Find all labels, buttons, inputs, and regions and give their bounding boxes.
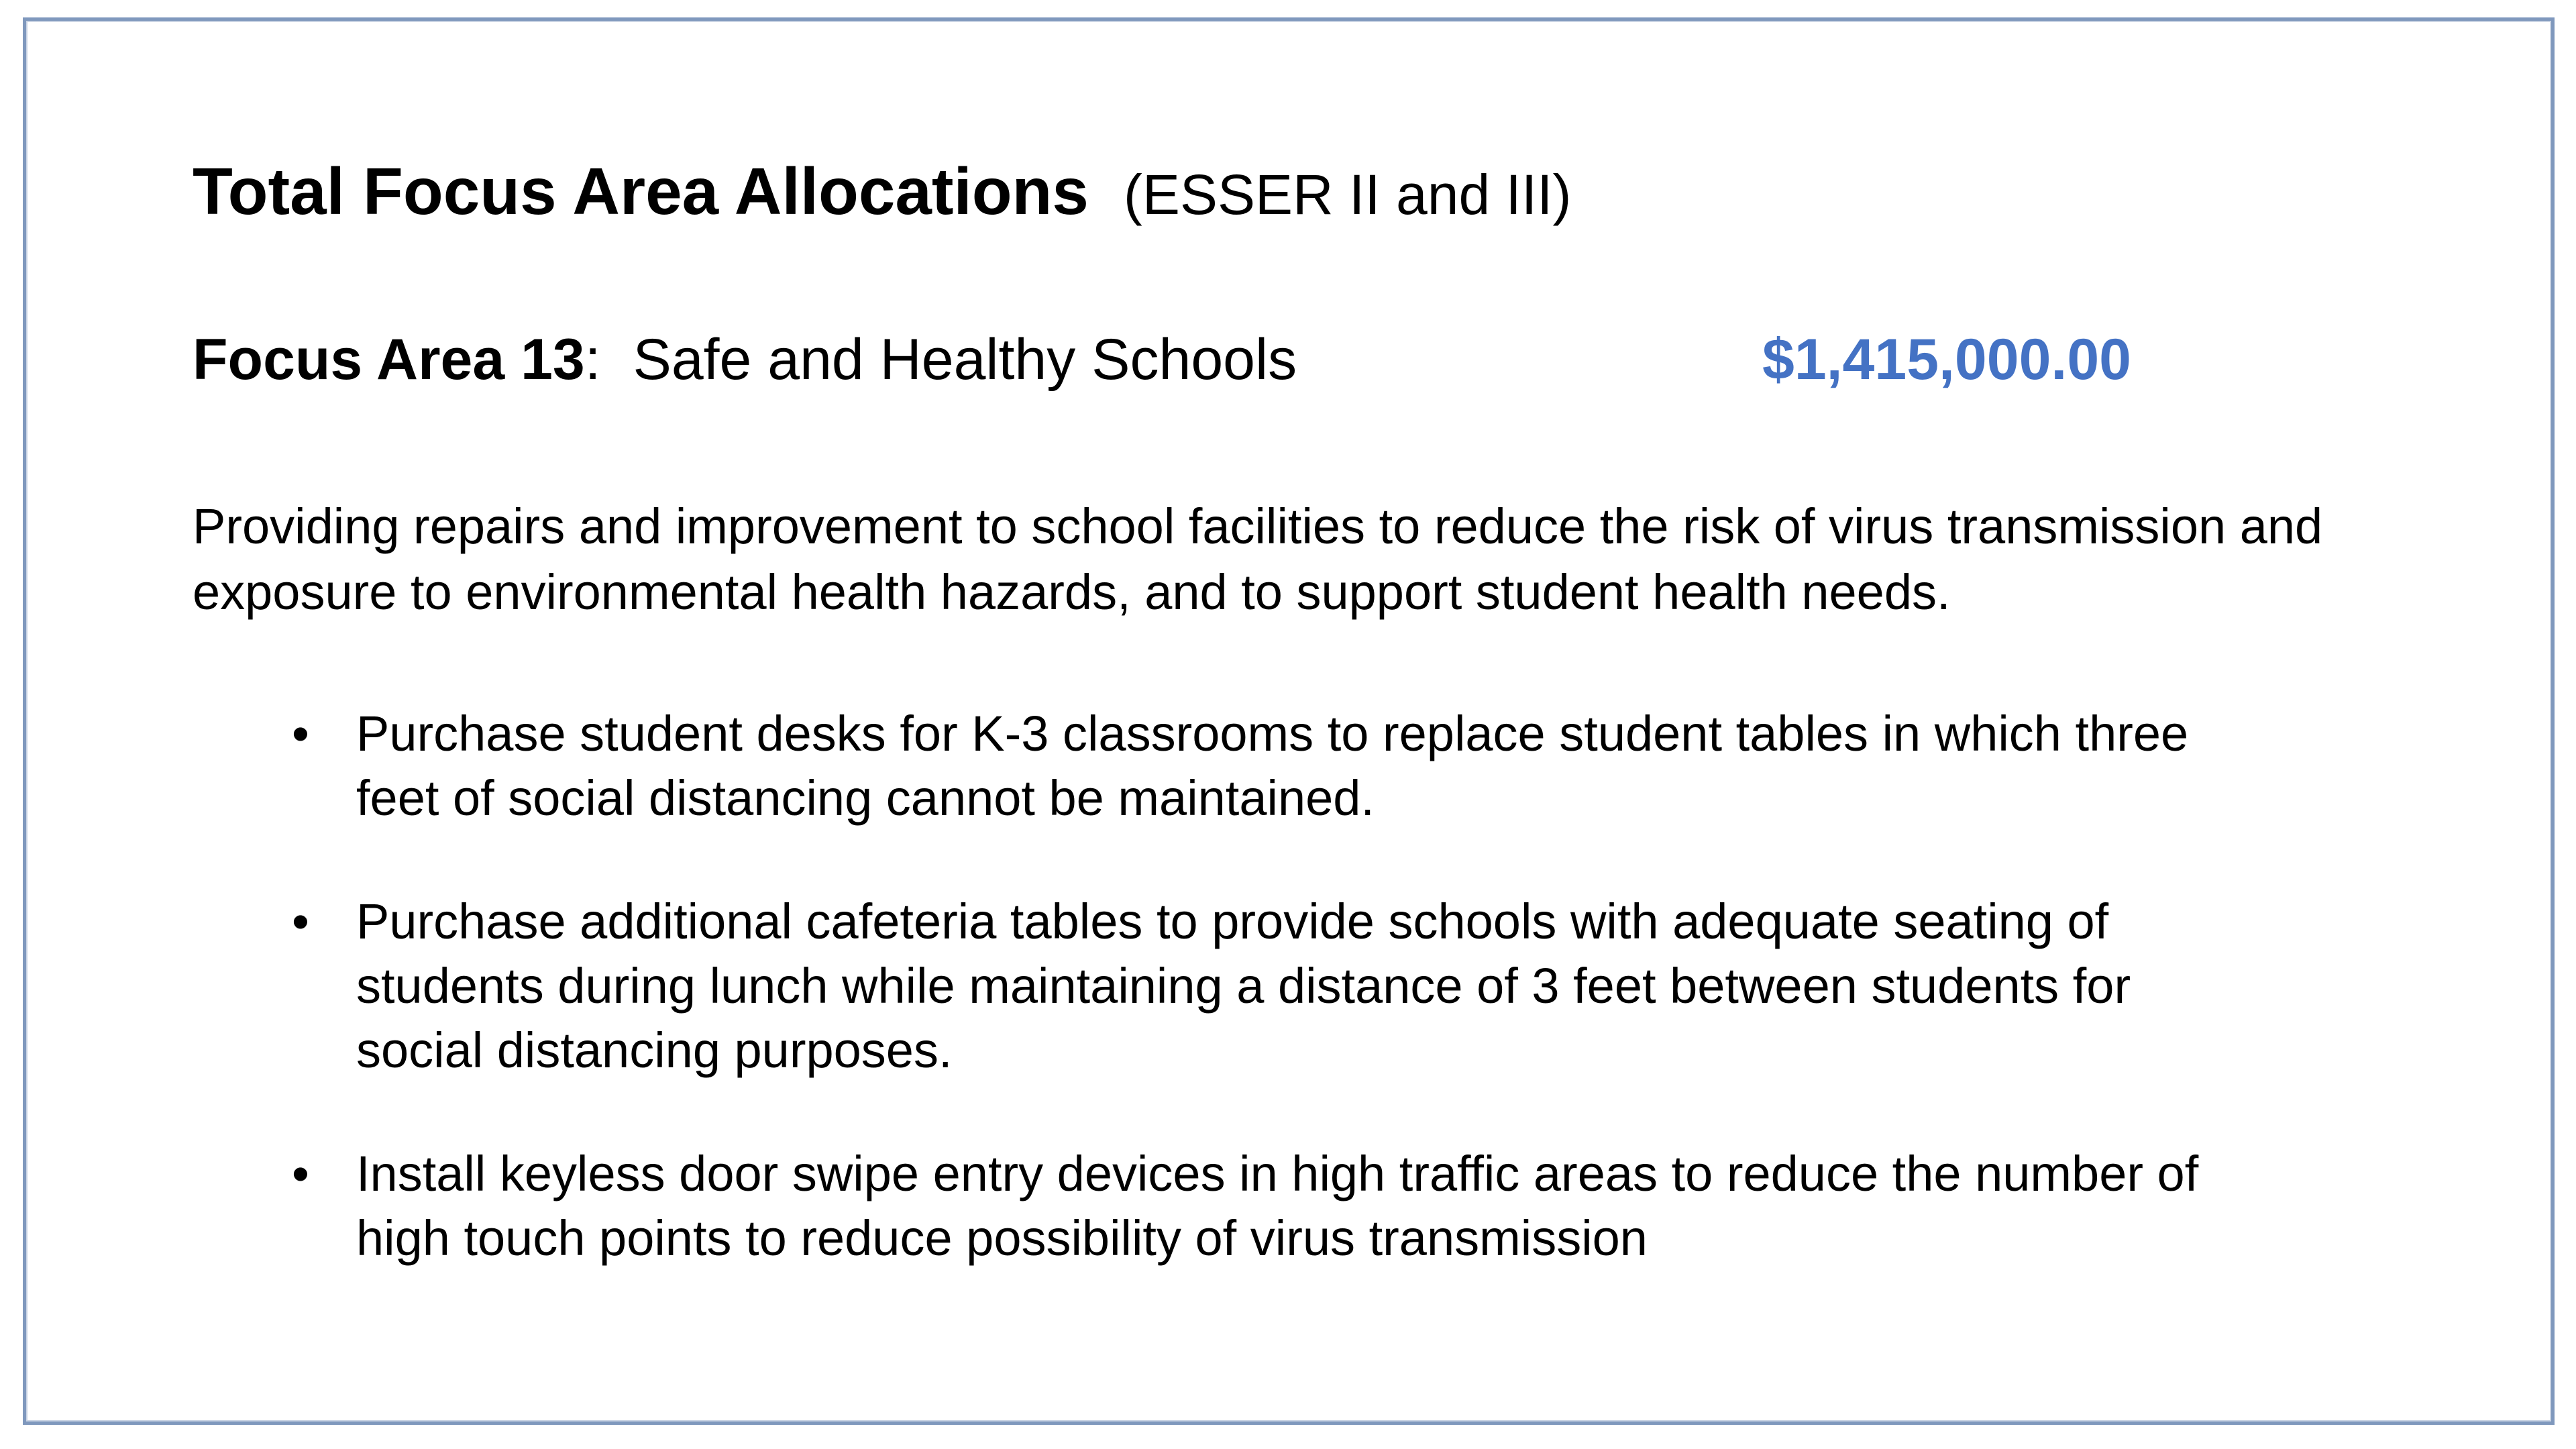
- title-text: Total Focus Area Allocations: [193, 154, 1089, 228]
- title-subtitle: (ESSER II and III): [1123, 163, 1572, 226]
- list-item-text: Purchase additional cafeteria tables to provide schools with adequate seating of students during lunch while maintaining a distance of 3 feet between students for social distancing purposes.: [356, 894, 2131, 1078]
- focus-area-row: [193, 327, 2205, 392]
- focus-area-amount: $1,415,000.00: [1762, 327, 2131, 392]
- list-item: [193, 702, 2221, 830]
- list-item: [193, 890, 2221, 1083]
- list-item: [193, 1142, 2221, 1271]
- focus-area-label: Focus Area 13: [193, 327, 585, 392]
- list-item-text: Purchase student desks for K-3 classrooms to replace student tables in which three feet of social distancing cannot be maintained.: [356, 706, 2189, 826]
- bullet-marker: •: [292, 1146, 309, 1201]
- slide: [23, 17, 2555, 1425]
- bullet-marker: •: [292, 706, 309, 761]
- bullet-marker: •: [292, 894, 309, 949]
- focus-area-description: Providing repairs and improvement to school facilities to reduce the risk of virus transmission and exposure to environmental health hazards, and to support student health needs.: [193, 498, 2323, 620]
- focus-area-separator: :: [584, 327, 601, 392]
- slide-title: [193, 154, 1572, 228]
- focus-area-name: Safe and Healthy Schools: [633, 327, 1297, 392]
- list-item-text: Install keyless door swipe entry devices in high traffic areas to reduce the number of high touch points to reduce possibility of virus transmission: [356, 1146, 2199, 1266]
- action-list: [193, 702, 2339, 1330]
